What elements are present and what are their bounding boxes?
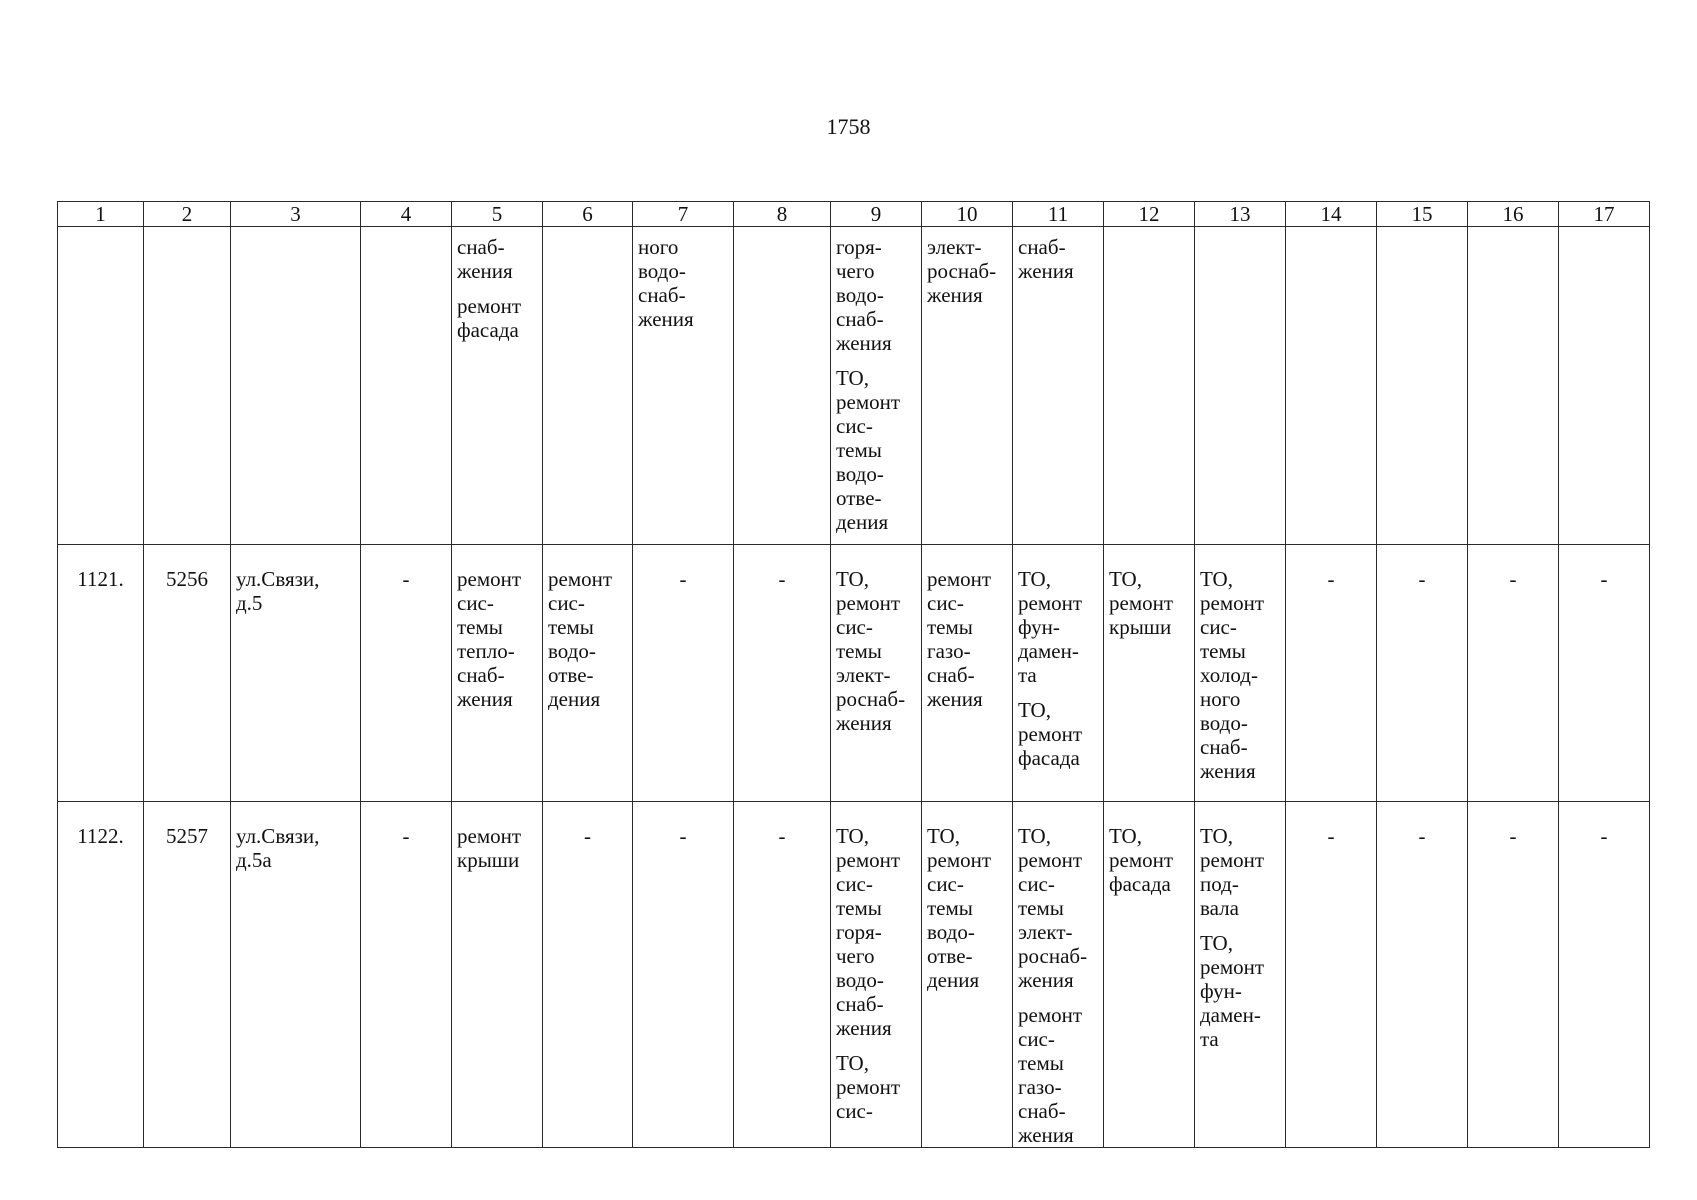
cell-col-17 xyxy=(1559,227,1650,545)
text-line: ТО, xyxy=(1200,824,1233,848)
text-line: водо- xyxy=(836,462,884,486)
text-line: жения xyxy=(836,331,892,355)
text-line: темы xyxy=(1200,639,1246,663)
works-table xyxy=(57,201,1650,1148)
text-line: водо- xyxy=(836,283,884,307)
text-line: ного xyxy=(1200,687,1241,711)
column-number: 16 xyxy=(1468,202,1559,227)
text-line: снаб- xyxy=(1200,735,1248,759)
text-line: ТО, xyxy=(1109,824,1142,848)
text-line: ТО, xyxy=(1200,931,1233,955)
cell-col-12 xyxy=(1104,802,1195,1148)
cell-col-4 xyxy=(361,227,452,545)
cell-address xyxy=(231,545,361,802)
text-line: холод- xyxy=(1200,663,1258,687)
text-line: ТО, xyxy=(927,824,960,848)
text-line: водо- xyxy=(638,259,686,283)
text-line: темы xyxy=(836,896,882,920)
cell-col-13 xyxy=(1195,802,1286,1148)
text-line: снаб- xyxy=(1018,1099,1066,1123)
text-line: крыши xyxy=(1109,615,1172,639)
cell-col-11 xyxy=(1013,545,1104,802)
cell-col-8: - xyxy=(734,545,831,802)
text-line: элект- xyxy=(836,663,891,687)
text-line: ТО, xyxy=(836,1051,869,1075)
text-line: жения xyxy=(457,259,513,283)
text-line: сис- xyxy=(836,872,873,896)
column-number-row xyxy=(58,202,1650,227)
column-number: 11 xyxy=(1013,202,1104,227)
text-line: сис- xyxy=(457,591,494,615)
text-line: ремонт xyxy=(457,567,522,591)
column-number: 12 xyxy=(1104,202,1195,227)
cell-col-15: - xyxy=(1377,802,1468,1148)
cell-col-5 xyxy=(452,227,543,545)
column-number: 6 xyxy=(543,202,633,227)
text-line: темы xyxy=(548,615,594,639)
cell-col-9 xyxy=(831,802,922,1148)
text-line: отве- xyxy=(927,944,973,968)
text-line: ремонт xyxy=(1018,591,1083,615)
cell-address xyxy=(231,227,361,545)
text-line: ремонт xyxy=(1018,1003,1083,1027)
text-line: газо- xyxy=(927,639,971,663)
text-line: ул.Связи, xyxy=(236,567,320,591)
cell-address xyxy=(231,802,361,1148)
text-line: крыши xyxy=(457,848,520,872)
text-line: дамен- xyxy=(1200,1003,1261,1027)
column-number: 10 xyxy=(922,202,1013,227)
text-line: ремонт xyxy=(836,848,901,872)
text-line: жения xyxy=(927,283,983,307)
text-line: жения xyxy=(836,711,892,735)
cell-col-8 xyxy=(734,227,831,545)
text-line: роснаб- xyxy=(836,687,906,711)
cell-col-6 xyxy=(543,227,633,545)
cell-col-11 xyxy=(1013,802,1104,1148)
cell-col-7 xyxy=(633,227,734,545)
text-line: ТО, xyxy=(836,567,869,591)
cell-object-code: 5257 xyxy=(144,802,231,1148)
text-line: роснаб- xyxy=(1018,944,1088,968)
column-number: 15 xyxy=(1377,202,1468,227)
cell-col-14: - xyxy=(1286,802,1377,1148)
work-entry xyxy=(457,294,537,342)
text-line: ремонт xyxy=(1018,848,1083,872)
table-row-1121 xyxy=(58,545,1650,802)
text-line: темы xyxy=(836,438,882,462)
text-line: дения xyxy=(836,510,889,534)
text-line: жения xyxy=(1018,259,1074,283)
cell-row-number xyxy=(58,227,144,545)
text-line: ремонт xyxy=(457,294,522,318)
text-line: сис- xyxy=(836,615,873,639)
text-line: ремонт xyxy=(836,390,901,414)
column-number: 13 xyxy=(1195,202,1286,227)
text-line: жения xyxy=(638,307,694,331)
text-line: снаб- xyxy=(1018,235,1066,259)
text-line: ТО, xyxy=(1018,698,1051,722)
column-number: 8 xyxy=(734,202,831,227)
text-line: ремонт xyxy=(1200,591,1265,615)
text-line: жения xyxy=(1018,968,1074,992)
text-line: фасада xyxy=(457,318,519,342)
text-line: темы xyxy=(457,615,503,639)
cell-col-6: - xyxy=(543,802,633,1148)
text-line: водо- xyxy=(836,968,884,992)
cell-object-code xyxy=(144,227,231,545)
column-number: 9 xyxy=(831,202,922,227)
text-line: ремонт xyxy=(1018,722,1083,746)
text-line: снаб- xyxy=(457,663,505,687)
cell-col-14 xyxy=(1286,227,1377,545)
cell-col-12 xyxy=(1104,227,1195,545)
text-line: д.5 xyxy=(236,591,263,615)
text-line: темы xyxy=(836,639,882,663)
text-line: чего xyxy=(836,259,875,283)
cell-col-10 xyxy=(922,802,1013,1148)
text-line: сис- xyxy=(548,591,585,615)
text-line: ремонт xyxy=(927,567,992,591)
text-line: снаб- xyxy=(457,235,505,259)
text-line: ремонт xyxy=(457,824,522,848)
text-line: жения xyxy=(1200,759,1256,783)
work-entry xyxy=(457,235,537,283)
text-line: сис- xyxy=(836,1099,873,1123)
text-line: ул.Связи, xyxy=(236,824,320,848)
text-line: ТО, xyxy=(1018,824,1051,848)
cell-col-12 xyxy=(1104,545,1195,802)
text-line: чего xyxy=(836,944,875,968)
text-line: ТО, xyxy=(1200,567,1233,591)
text-line: ремонт xyxy=(1200,848,1265,872)
text-line: снаб- xyxy=(638,283,686,307)
text-line: ТО, xyxy=(836,366,869,390)
text-line: водо- xyxy=(1200,711,1248,735)
cell-col-16 xyxy=(1468,227,1559,545)
cell-col-5 xyxy=(452,802,543,1148)
text-line: фун- xyxy=(1200,979,1242,1003)
cell-col-7: - xyxy=(633,545,734,802)
text-line: снаб- xyxy=(927,663,975,687)
cell-object-code: 5256 xyxy=(144,545,231,802)
text-line: вала xyxy=(1200,896,1239,920)
cell-col-6 xyxy=(543,545,633,802)
text-line: жения xyxy=(457,687,513,711)
text-line: темы xyxy=(1018,1051,1064,1075)
cell-col-17: - xyxy=(1559,802,1650,1148)
text-line: ремонт xyxy=(836,591,901,615)
cell-row-number: 1121. xyxy=(58,545,144,802)
text-line: темы xyxy=(927,615,973,639)
text-line: ремонт xyxy=(548,567,613,591)
cell-col-4: - xyxy=(361,802,452,1148)
text-line: ремонт xyxy=(1109,848,1174,872)
table-row-continuation xyxy=(58,227,1650,545)
text-line: дения xyxy=(927,968,980,992)
text-line: сис- xyxy=(1018,1027,1055,1051)
text-line: элект- xyxy=(927,235,982,259)
cell-col-16: - xyxy=(1468,545,1559,802)
text-line: ТО, xyxy=(1109,567,1142,591)
text-line: сис- xyxy=(927,591,964,615)
text-line: сис- xyxy=(1018,872,1055,896)
text-line: сис- xyxy=(927,872,964,896)
text-line: элект- xyxy=(1018,920,1073,944)
column-number: 2 xyxy=(144,202,231,227)
text-line: та xyxy=(1018,663,1037,687)
cell-col-10 xyxy=(922,545,1013,802)
column-number: 1 xyxy=(58,202,144,227)
text-line: отве- xyxy=(548,663,594,687)
text-line: та xyxy=(1200,1027,1219,1051)
text-line: роснаб- xyxy=(927,259,997,283)
text-line: сис- xyxy=(1200,615,1237,639)
cell-col-15: - xyxy=(1377,545,1468,802)
text-line: фасада xyxy=(1109,872,1171,896)
column-number: 5 xyxy=(452,202,543,227)
text-line: водо- xyxy=(548,639,596,663)
text-line: снаб- xyxy=(836,307,884,331)
text-line: ремонт xyxy=(836,1075,901,1099)
text-line: темы xyxy=(1018,896,1064,920)
cell-col-10 xyxy=(922,227,1013,545)
text-line: фасада xyxy=(1018,746,1080,770)
column-number: 17 xyxy=(1559,202,1650,227)
column-number: 4 xyxy=(361,202,452,227)
text-line: дамен- xyxy=(1018,639,1079,663)
cell-col-9 xyxy=(831,545,922,802)
cell-col-5 xyxy=(452,545,543,802)
text-line: ТО, xyxy=(836,824,869,848)
cell-col-11 xyxy=(1013,227,1104,545)
text-line: фун- xyxy=(1018,615,1060,639)
column-number: 7 xyxy=(633,202,734,227)
text-line: д.5а xyxy=(236,848,272,872)
column-number: 14 xyxy=(1286,202,1377,227)
text-line: ремонт xyxy=(927,848,992,872)
cell-row-number: 1122. xyxy=(58,802,144,1148)
cell-col-15 xyxy=(1377,227,1468,545)
cell-col-14: - xyxy=(1286,545,1377,802)
text-line: сис- xyxy=(836,414,873,438)
text-line: жения xyxy=(927,687,983,711)
text-line: жения xyxy=(836,1016,892,1040)
text-line: темы xyxy=(927,896,973,920)
cell-col-16: - xyxy=(1468,802,1559,1148)
text-line: жения xyxy=(1018,1123,1074,1147)
column-number: 3 xyxy=(231,202,361,227)
text-line: под- xyxy=(1200,872,1239,896)
text-line: ремонт xyxy=(1109,591,1174,615)
text-line: отве- xyxy=(836,486,882,510)
cell-col-17: - xyxy=(1559,545,1650,802)
cell-col-13 xyxy=(1195,545,1286,802)
cell-col-4: - xyxy=(361,545,452,802)
text-line: газо- xyxy=(1018,1075,1062,1099)
text-line: ного xyxy=(638,235,679,259)
cell-col-7: - xyxy=(633,802,734,1148)
text-line: водо- xyxy=(927,920,975,944)
text-line: ТО, xyxy=(1018,567,1051,591)
page-number: 1758 xyxy=(826,114,871,139)
text-line: горя- xyxy=(836,235,882,259)
cell-col-9 xyxy=(831,227,922,545)
text-line: дения xyxy=(548,687,601,711)
cell-col-8: - xyxy=(734,802,831,1148)
text-line: снаб- xyxy=(836,992,884,1016)
table-row-1122 xyxy=(58,802,1650,1148)
cell-col-13 xyxy=(1195,227,1286,545)
text-line: ремонт xyxy=(1200,955,1265,979)
text-line: горя- xyxy=(836,920,882,944)
text-line: тепло- xyxy=(457,639,515,663)
